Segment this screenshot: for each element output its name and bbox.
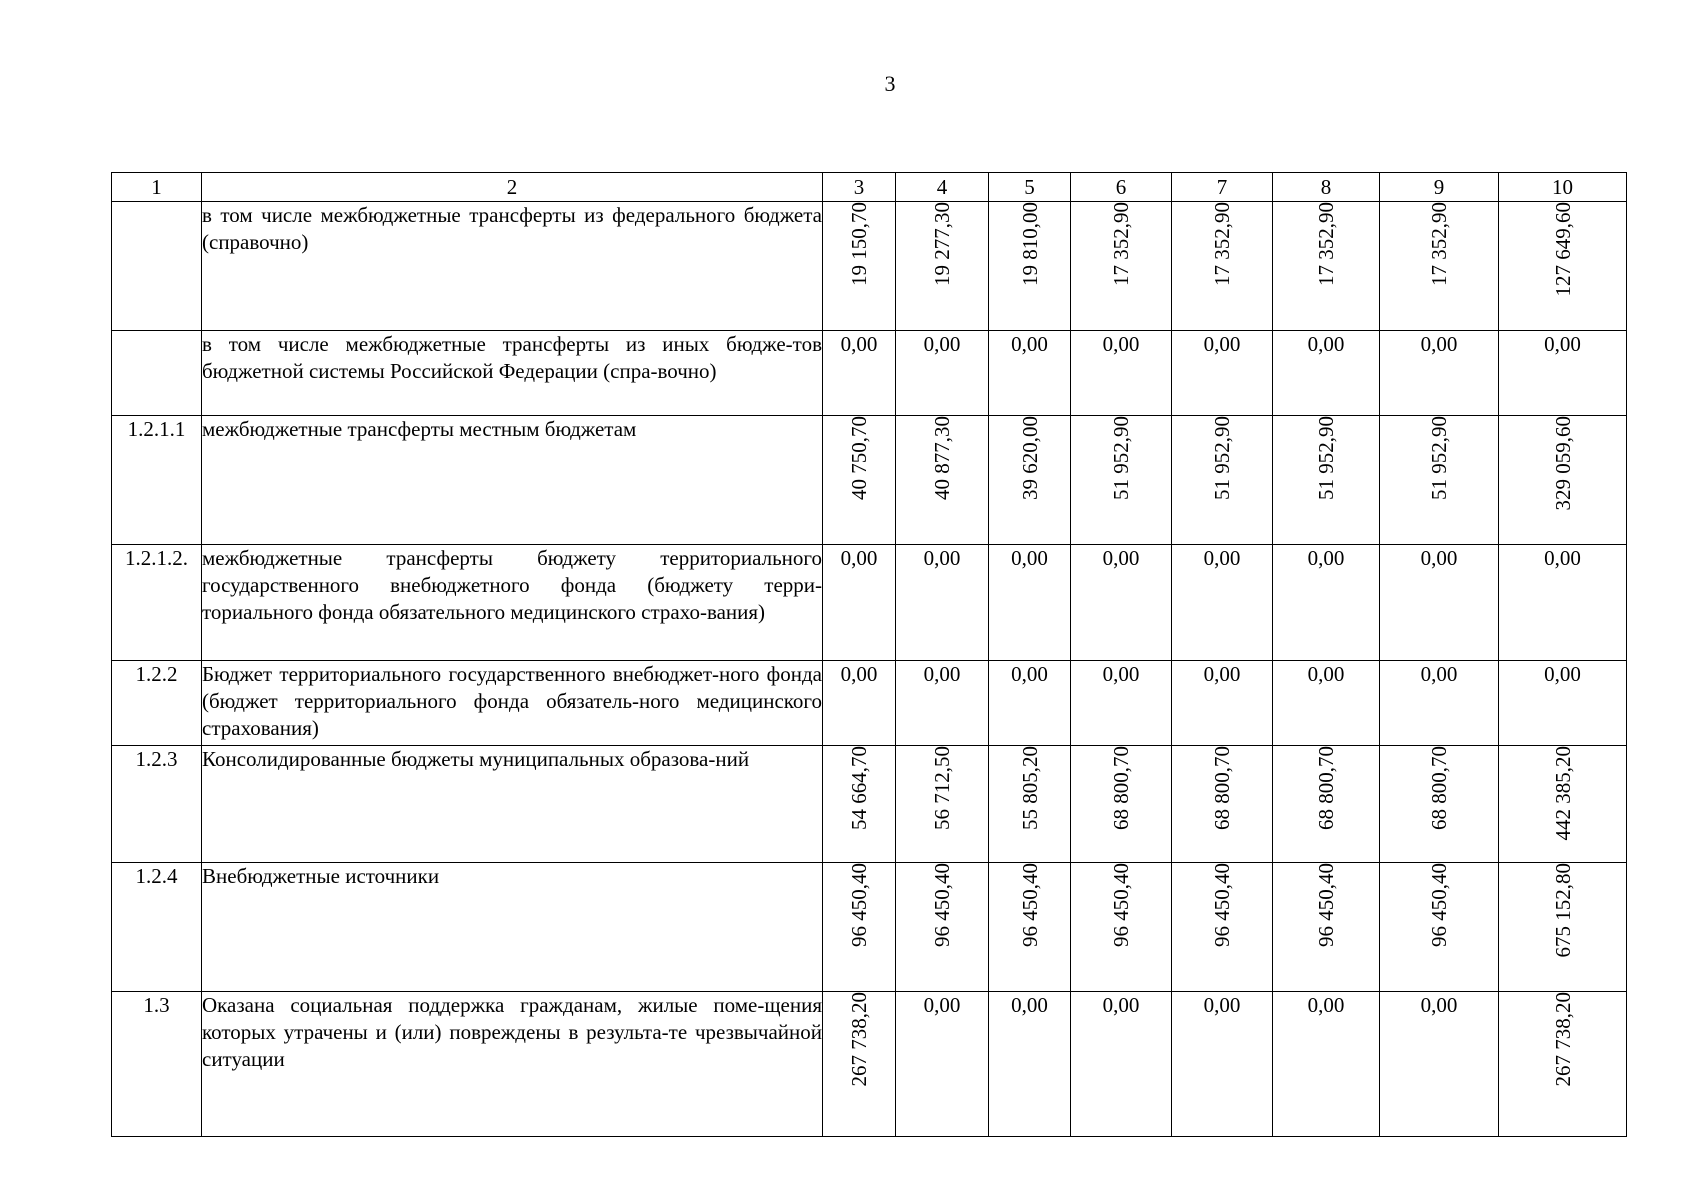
- value-text: 267 738,20: [1550, 992, 1575, 1087]
- value-text: 51 952,90: [1210, 416, 1234, 500]
- value-text: 40 750,70: [847, 416, 871, 500]
- value-cell: [1380, 863, 1499, 992]
- row-description-cell: Консолидированные бюджеты муниципальных образова-ний: [202, 746, 823, 863]
- value-text: 68 800,70: [1427, 746, 1451, 830]
- value-cell: 0,00: [823, 331, 896, 416]
- value-cell: [823, 746, 896, 863]
- table-row: [112, 331, 1627, 416]
- value-cell: 0,00: [1380, 661, 1499, 746]
- value-cell: 0,00: [1172, 331, 1273, 416]
- value-cell: 0,00: [823, 661, 896, 746]
- value-cell: 0,00: [1071, 331, 1172, 416]
- header-cell: 7: [1172, 173, 1273, 202]
- value-cell: [1499, 863, 1627, 992]
- value-text: 96 450,40: [930, 863, 954, 947]
- value-cell: [1071, 863, 1172, 992]
- value-cell: 0,00: [1172, 545, 1273, 661]
- value-cell: 0,00: [896, 661, 989, 746]
- value-cell: [1172, 202, 1273, 331]
- value-text: 17 352,90: [1314, 202, 1338, 286]
- value-cell: [823, 992, 896, 1137]
- value-cell: [1499, 202, 1627, 331]
- value-text: 96 450,40: [1427, 863, 1451, 947]
- row-number-cell: 1.2.4: [112, 863, 202, 992]
- header-cell: 9: [1380, 173, 1499, 202]
- value-cell: 0,00: [1273, 545, 1380, 661]
- value-text: 96 450,40: [847, 863, 871, 947]
- value-cell: [823, 416, 896, 545]
- value-cell: 0,00: [1071, 992, 1172, 1137]
- table-row: [112, 545, 1627, 661]
- value-cell: [896, 416, 989, 545]
- value-cell: 0,00: [1380, 992, 1499, 1137]
- row-number-cell: [112, 202, 202, 331]
- value-text: 68 800,70: [1314, 746, 1338, 830]
- value-text: 51 952,90: [1314, 416, 1338, 500]
- table-row: [112, 863, 1627, 992]
- row-description-cell: межбюджетные трансферты местным бюджетам: [202, 416, 823, 545]
- value-text: 40 877,30: [930, 416, 954, 500]
- value-text: 54 664,70: [847, 746, 871, 830]
- value-cell: [1172, 746, 1273, 863]
- row-number-cell: 1.2.2: [112, 661, 202, 746]
- value-text: 267 738,20: [847, 992, 871, 1087]
- value-cell: [896, 202, 989, 331]
- value-cell: 0,00: [1273, 992, 1380, 1137]
- row-description-cell: Оказана социальная поддержка гражданам, жилые поме-щения которых утрачены и (или) повреждены в результа-те чрезвычайной ситуации: [202, 992, 823, 1137]
- value-cell: [823, 202, 896, 331]
- row-description-cell: в том числе межбюджетные трансферты из иных бюдже-тов бюджетной системы Российской Федерации (спра-вочно): [202, 331, 823, 416]
- value-text: 56 712,50: [930, 746, 954, 830]
- header-cell: 3: [823, 173, 896, 202]
- header-cell: 4: [896, 173, 989, 202]
- value-cell: 0,00: [1380, 545, 1499, 661]
- value-cell: [1071, 416, 1172, 545]
- value-text: 96 450,40: [1314, 863, 1338, 947]
- value-cell: [896, 746, 989, 863]
- value-cell: 0,00: [896, 992, 989, 1137]
- page-number: 3: [884, 71, 896, 96]
- value-cell: [1499, 992, 1627, 1137]
- row-description-cell: в том числе межбюджетные трансферты из федерального бюджета (справочно): [202, 202, 823, 331]
- value-cell: [989, 416, 1071, 545]
- value-cell: [1172, 416, 1273, 545]
- value-cell: 0,00: [1380, 331, 1499, 416]
- value-cell: [1071, 202, 1172, 331]
- value-cell: [1273, 746, 1380, 863]
- header-cell: 6: [1071, 173, 1172, 202]
- value-cell: 0,00: [989, 992, 1071, 1137]
- value-text: 127 649,60: [1550, 202, 1575, 297]
- header-cell: 8: [1273, 173, 1380, 202]
- table-row: [112, 746, 1627, 863]
- row-description-cell: Бюджет территориального государственного внебюджет-ного фонда (бюджет территориального фонда обязатель-ного медицинского страхования): [202, 661, 823, 746]
- value-cell: 0,00: [1172, 661, 1273, 746]
- row-description-cell: Внебюджетные источники: [202, 863, 823, 992]
- value-cell: [1172, 863, 1273, 992]
- value-cell: [989, 746, 1071, 863]
- row-number-cell: 1.2.1.2.: [112, 545, 202, 661]
- value-cell: 0,00: [989, 661, 1071, 746]
- value-cell: 0,00: [823, 545, 896, 661]
- value-text: 55 805,20: [1017, 746, 1042, 830]
- value-text: 96 450,40: [1017, 863, 1042, 947]
- value-cell: 0,00: [989, 331, 1071, 416]
- row-description-cell: межбюджетные трансферты бюджету территориального государственного внебюджетного фонда (бюджету терри-ториального фонда обязательного медицинского страхо-вания): [202, 545, 823, 661]
- value-cell: [1273, 416, 1380, 545]
- value-cell: [1071, 746, 1172, 863]
- value-cell: [989, 863, 1071, 992]
- value-text: 329 059,60: [1550, 416, 1575, 511]
- value-text: 96 450,40: [1210, 863, 1234, 947]
- value-text: 19 150,70: [847, 202, 871, 286]
- table-body: [112, 173, 1627, 1137]
- budget-table: [111, 172, 1627, 1137]
- row-number-cell: 1.2.1.1: [112, 416, 202, 545]
- value-cell: 0,00: [1273, 331, 1380, 416]
- row-number-cell: 1.2.3: [112, 746, 202, 863]
- row-number-cell: [112, 331, 202, 416]
- value-text: 68 800,70: [1210, 746, 1234, 830]
- value-text: 39 620,00: [1017, 416, 1042, 500]
- value-cell: 0,00: [1273, 661, 1380, 746]
- value-cell: 0,00: [1499, 331, 1627, 416]
- value-cell: [1380, 746, 1499, 863]
- value-cell: [1380, 202, 1499, 331]
- value-text: 675 152,80: [1550, 863, 1575, 958]
- value-cell: 0,00: [1499, 545, 1627, 661]
- value-cell: 0,00: [1071, 661, 1172, 746]
- header-cell: 1: [112, 173, 202, 202]
- value-text: 96 450,40: [1109, 863, 1133, 947]
- value-cell: [1273, 863, 1380, 992]
- row-number-cell: 1.3: [112, 992, 202, 1137]
- value-cell: [1499, 416, 1627, 545]
- table-row: [112, 416, 1627, 545]
- table-row: [112, 661, 1627, 746]
- value-text: 51 952,90: [1109, 416, 1133, 500]
- value-cell: 0,00: [1499, 661, 1627, 746]
- value-cell: 0,00: [1071, 545, 1172, 661]
- value-text: 442 385,20: [1550, 746, 1575, 841]
- value-cell: [1499, 746, 1627, 863]
- table-row: [112, 992, 1627, 1137]
- value-cell: [989, 202, 1071, 331]
- table-row: [112, 202, 1627, 331]
- value-text: 68 800,70: [1109, 746, 1133, 830]
- value-text: 51 952,90: [1427, 416, 1451, 500]
- value-cell: [823, 863, 896, 992]
- header-cell: 10: [1499, 173, 1627, 202]
- value-cell: 0,00: [896, 545, 989, 661]
- value-cell: [1380, 416, 1499, 545]
- value-cell: 0,00: [1172, 992, 1273, 1137]
- value-text: 17 352,90: [1210, 202, 1234, 286]
- table-header-row: [112, 173, 1627, 202]
- value-cell: 0,00: [989, 545, 1071, 661]
- value-text: 19 810,00: [1017, 202, 1042, 286]
- value-cell: 0,00: [896, 331, 989, 416]
- value-text: 17 352,90: [1109, 202, 1133, 286]
- header-cell: 5: [989, 173, 1071, 202]
- value-cell: [1273, 202, 1380, 331]
- value-text: 19 277,30: [930, 202, 954, 286]
- header-cell: 2: [202, 173, 823, 202]
- value-cell: [896, 863, 989, 992]
- value-text: 17 352,90: [1427, 202, 1451, 286]
